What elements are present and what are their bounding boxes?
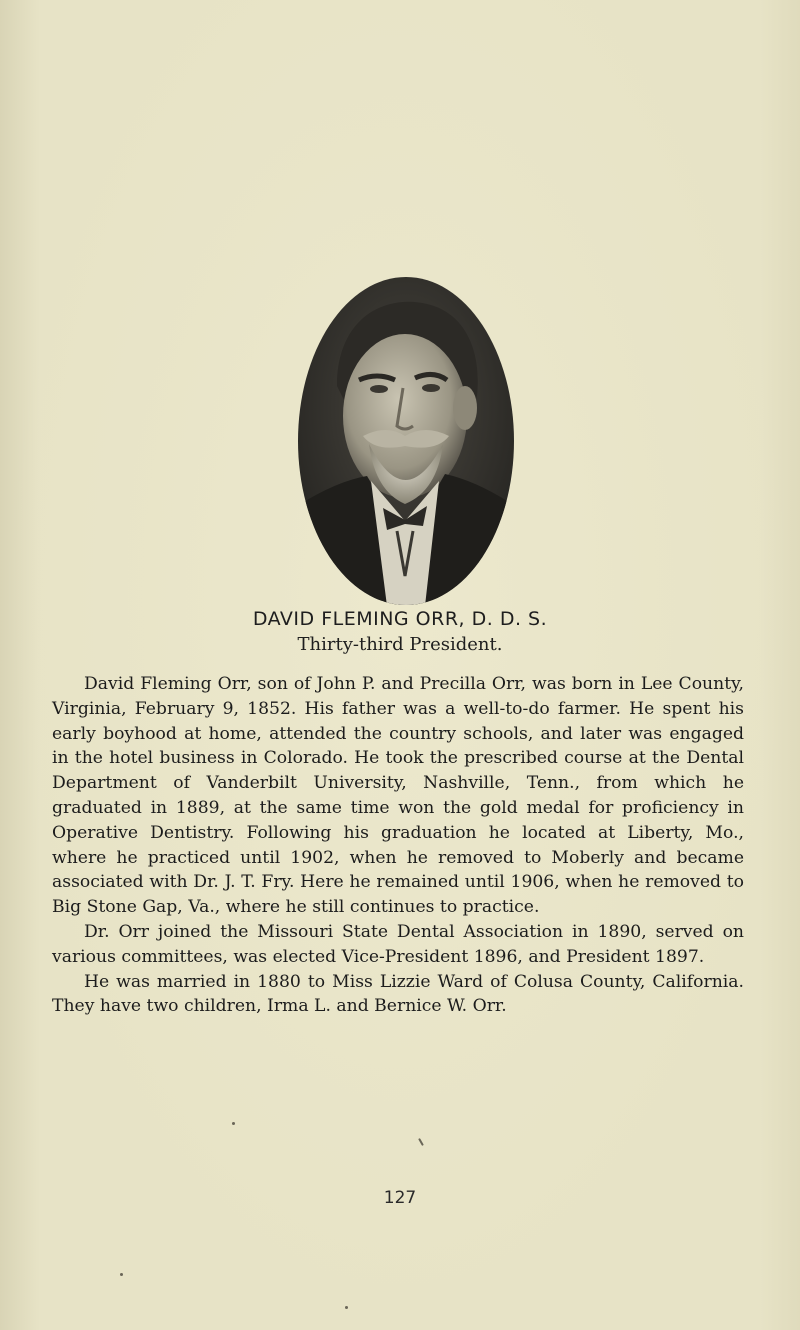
portrait-caption-name: DAVID FLEMING ORR, D. D. S. <box>252 608 548 630</box>
biography-text <box>52 672 744 1019</box>
page-number: 127 <box>383 1188 417 1208</box>
biography-paragraph-1: David Fleming Orr, son of John P. and Precilla Orr, was born in Lee County, Virginia, February 9, 1852. His father was a well-to-do farmer. He spent his early boyhood at home, attended the country schools, and later was engaged in the hotel business in Colorado. He took the prescribed course at the Dental Department of Vanderbilt University, Nashville, Tenn., from which he graduated in 1889, at the same time won the gold medal for proficiency in Operative Dentistry. Following his graduation he located at Liberty, Mo., where he practiced until 1902, when he removed to Moberly and became associated with Dr. J. T. Fry. Here he remained until 1906, when he removed to Big Stone Gap, Va., where he still continues to practice. <box>52 674 744 918</box>
portrait-photo <box>297 276 515 606</box>
biography-paragraph-2: Dr. Orr joined the Missouri State Dental Association in 1890, served on various committees, was elected Vice-President 1896, and President 1897. <box>52 921 744 967</box>
biography-paragraph-3: He was married in 1880 to Miss Lizzie Ward of Colusa County, California. They have two children, Irma L. and Bernice W. Orr. <box>52 971 744 1017</box>
print-speck <box>345 1306 348 1309</box>
portrait-caption-title: Thirty-third President. <box>297 634 503 655</box>
print-speck <box>232 1122 235 1125</box>
portrait-photo-icon <box>297 276 515 606</box>
print-speck <box>418 1138 424 1146</box>
print-speck <box>120 1273 123 1276</box>
